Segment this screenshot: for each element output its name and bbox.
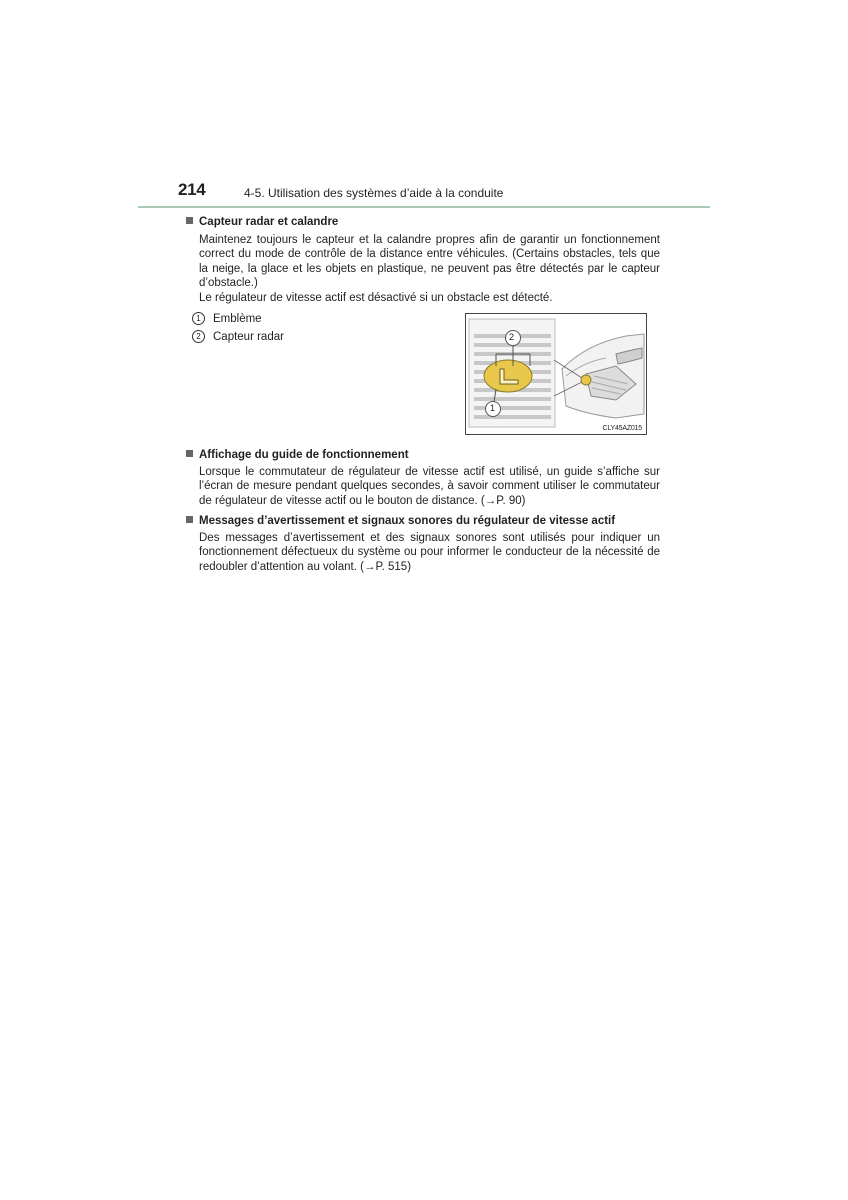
section-title: Affichage du guide de fonctionnement	[199, 449, 409, 461]
grille-illustration	[466, 314, 646, 434]
bullet-square-icon	[186, 450, 193, 457]
legend-label: Emblème	[213, 312, 262, 325]
callout-1-number: 1	[490, 403, 496, 413]
page-number: 214	[178, 180, 206, 199]
section-paragraph: Le régulateur de vitesse actif est désactivé si un obstacle est détecté.	[199, 291, 553, 304]
bullet-square-icon	[186, 217, 193, 224]
section-paragraph: Des messages d’avertissement et des signaux sonores sont utilisés pour indiquer un fonctionnement défectueux du système ou pour informer le conducteur de la nécessité de redoubler d’attention au volant. (→P. 515)	[199, 532, 660, 573]
callout-2-number: 2	[509, 332, 515, 342]
section-guide	[186, 449, 660, 508]
section-title: Capteur radar et calandre	[199, 216, 339, 228]
section-radar	[186, 216, 660, 305]
section-paragraph: Lorsque le commutateur de régulateur de vitesse actif est utilisé, un guide s’affiche sur l’écran de mesure pendant quelques secondes, à savoir comment utiliser le commutateur de régulateur de vitesse actif ou le bouton de distance. (→P. 90)	[199, 466, 660, 507]
callout-number-icon: 1	[192, 312, 205, 325]
callout-number-icon: 2	[192, 330, 205, 343]
section-title: Messages d’avertissement et signaux sonores du régulateur de vitesse actif	[199, 515, 616, 527]
section-paragraph: Maintenez toujours le capteur et la calandre propres afin de garantir un fonctionnement correct du mode de contrôle de la distance entre véhicules. (Certains obstacles, tels que la neige, la glace et les objets en plastique, ne peuvent pas être détectés par le capteur d’obstacle.)	[199, 234, 660, 290]
figure-radar-grille	[465, 313, 647, 435]
legend-item-emblem	[192, 312, 262, 325]
section-heading	[186, 216, 660, 228]
section-heading	[186, 449, 660, 461]
legend-label: Capteur radar	[213, 330, 284, 343]
section-heading	[186, 515, 660, 527]
header-rule	[138, 206, 710, 208]
figure-code: CLY45AZ015	[602, 425, 642, 432]
section-warnings	[186, 515, 660, 574]
legend-item-radar	[192, 330, 284, 343]
section-header: 4-5. Utilisation des systèmes d’aide à la conduite	[244, 186, 504, 200]
bullet-square-icon	[186, 516, 193, 523]
